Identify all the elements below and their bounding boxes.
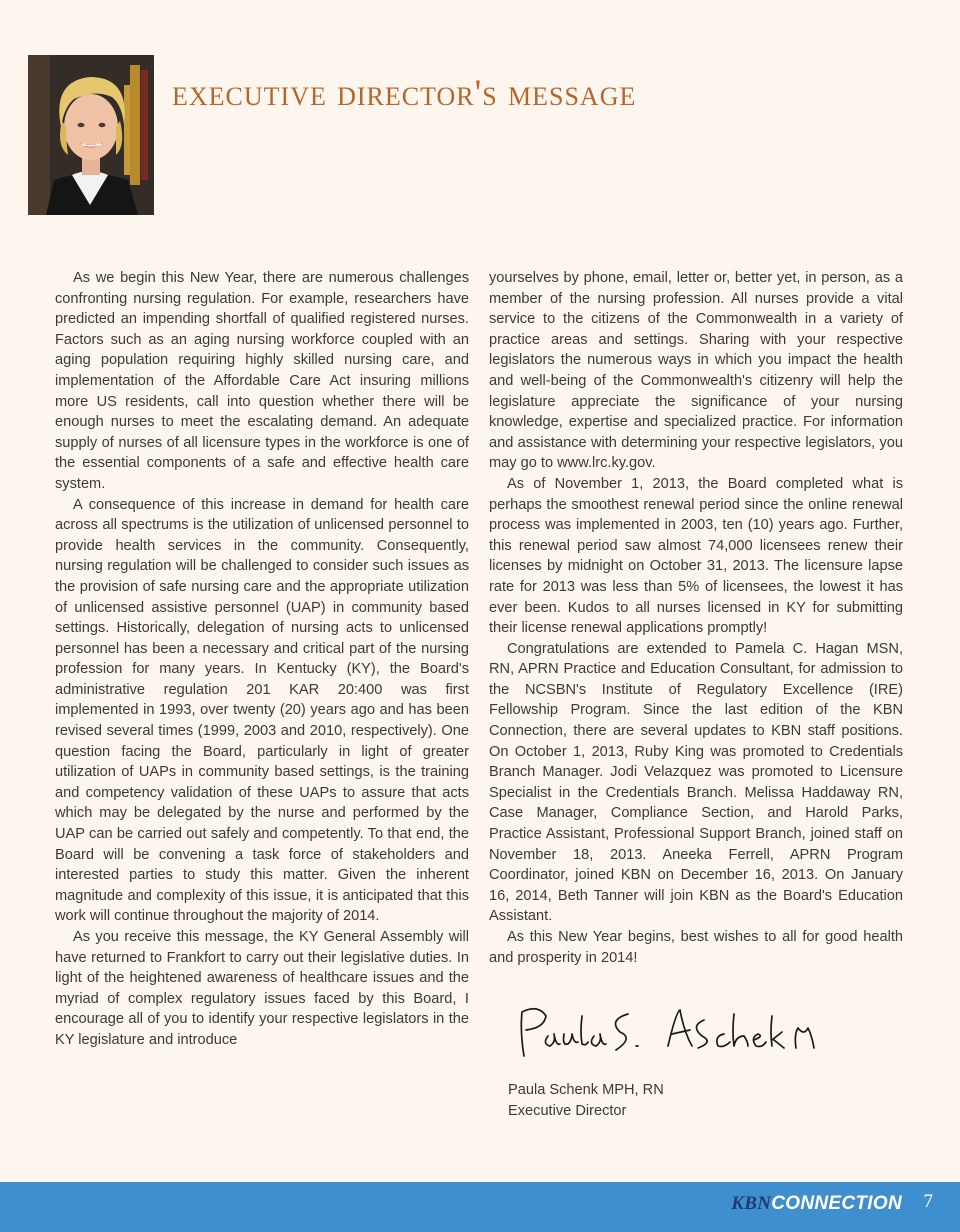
signer-title: Executive Director	[508, 1102, 627, 1119]
left-column	[55, 268, 469, 1051]
paragraph-3: As you receive this message, the KY General Assembly will have returned to Frankfort to carry out their legislative duties. In light of the heightened awareness of healthcare issues and the myriad of complex regulatory issues faced by this Board, I encourage all of you to identify your respective legislators in the KY legislature and introduce	[55, 929, 469, 1048]
signature-block	[508, 1002, 868, 1121]
publication-logo	[731, 1193, 902, 1215]
footer-bar	[0, 1182, 960, 1232]
paragraph-2: A consequence of this increase in demand for health care across all spectrums is the utilization of unlicensed personnel to provide health services in the community. Consequently, nursing regulation will be challenged to consider such issues as the provision of safe nursing care and the appropriate utilization of unlicensed assistive personnel (UAP) in community based settings. Historically, delegation of nursing acts to unlicensed personnel has been a necessary and critical part of the nursing profession for many years. In Kentucky (KY), the Board's administrative regulation 201 KAR 20:400 was first implemented in 1993, over twenty (20) years ago and has been revised several times (1999, 2003 and 2010, respectively). One question facing the Board, particularly in light of greater utilization of UAPs in community based settings, is the training and competency validation of these UAPs to assure that acts which may be delegated by the nurse and performed by the UAP can be carried out safely and competently. To that end, the Board will be convening a task force of stakeholders and interested parties to study this matter. Given the inherent magnitude and complexity of this issue, it is anticipated that this work will continue throughout the majority of 2014.	[55, 496, 469, 925]
author-portrait	[28, 55, 154, 215]
signer-name: Paula Schenk MPH, RN	[508, 1082, 664, 1098]
brand-connection: CONNECTION	[771, 1193, 902, 1214]
paragraph-5: Congratulations are extended to Pamela C. Hagan MSN, RN, APRN Practice and Education Consultant, for admission to the NCSBN's Institute of Regulatory Excellence (IRE) Fellowship Program. Since the last edition of the KBN Connection, there are several updates to KBN staff positions. On October 1, 2013, Ruby King was promoted to Credentials Branch Manager. Jodi Velazquez was promoted to Licensure Specialist in the Credentials Branch. Melissa Haddaway RN, Case Manager, Compliance Section, and Harold Parks, Practice Assistant, Professional Support Branch, joined staff on November 18, 2013. Aneeka Ferrell, APRN Program Coordinator, joined KBN on December 16, 2013. On January 16, 2014, Beth Tanner will join KBN as the Board's Education Assistant.	[489, 640, 903, 925]
paragraph-4: As of November 1, 2013, the Board completed what is perhaps the smoothest renewal period since the online renewal process was implemented in 2003, ten (10) years ago. Further, this renewal period saw almost 74,000 licensees renew their licenses by midnight on October 31, 2013. The licensure lapse rate for 2013 was less than 5% of licensees, the lowest it has ever been. Kudos to all nurses licensed in KY for submitting their license renewal applications promptly!	[489, 475, 903, 637]
right-column	[489, 268, 903, 968]
page-number: 7	[923, 1191, 933, 1212]
handwritten-signature	[508, 1002, 828, 1072]
brand-kbn: KBN	[731, 1193, 772, 1214]
paragraph-1: As we begin this New Year, there are numerous challenges confronting nursing regulation. For example, researchers have predicted an impending shortfall of qualified registered nurses. Factors such as an aging nursing workforce coupled with an aging population requiring highly skilled nursing care, and implementation of the Affordable Care Act insuring millions more US residents, call into question whether there will be enough nurses to meet the escalating demand. An adequate supply of nurses of all licensure types in the workforce is one of the essential components of a safe and effective health care system.	[55, 270, 469, 492]
paragraph-3-continued: yourselves by phone, email, letter or, better yet, in person, as a member of the nursing profession. All nurses provide a vital service to the citizens of the Commonwealth in a variety of practice areas and settings. Sharing with your respective legislators the numerous ways in which you impact the health and well-being of the Commonwealth's citizenry will help the legislature appreciate the significance of your nursing knowledge, expertise and specialized practice. For information and assistance with determining your respective legislators, you may go to www.lrc.ky.gov.	[489, 270, 903, 472]
portrait-photo	[28, 55, 154, 215]
page-title: executive director's message	[172, 73, 637, 114]
signature-text: Paula S. Schenk MPH, RN	[508, 1068, 520, 1069]
paragraph-6: As this New Year begins, best wishes to all for good health and prosperity in 2014!	[489, 929, 903, 966]
